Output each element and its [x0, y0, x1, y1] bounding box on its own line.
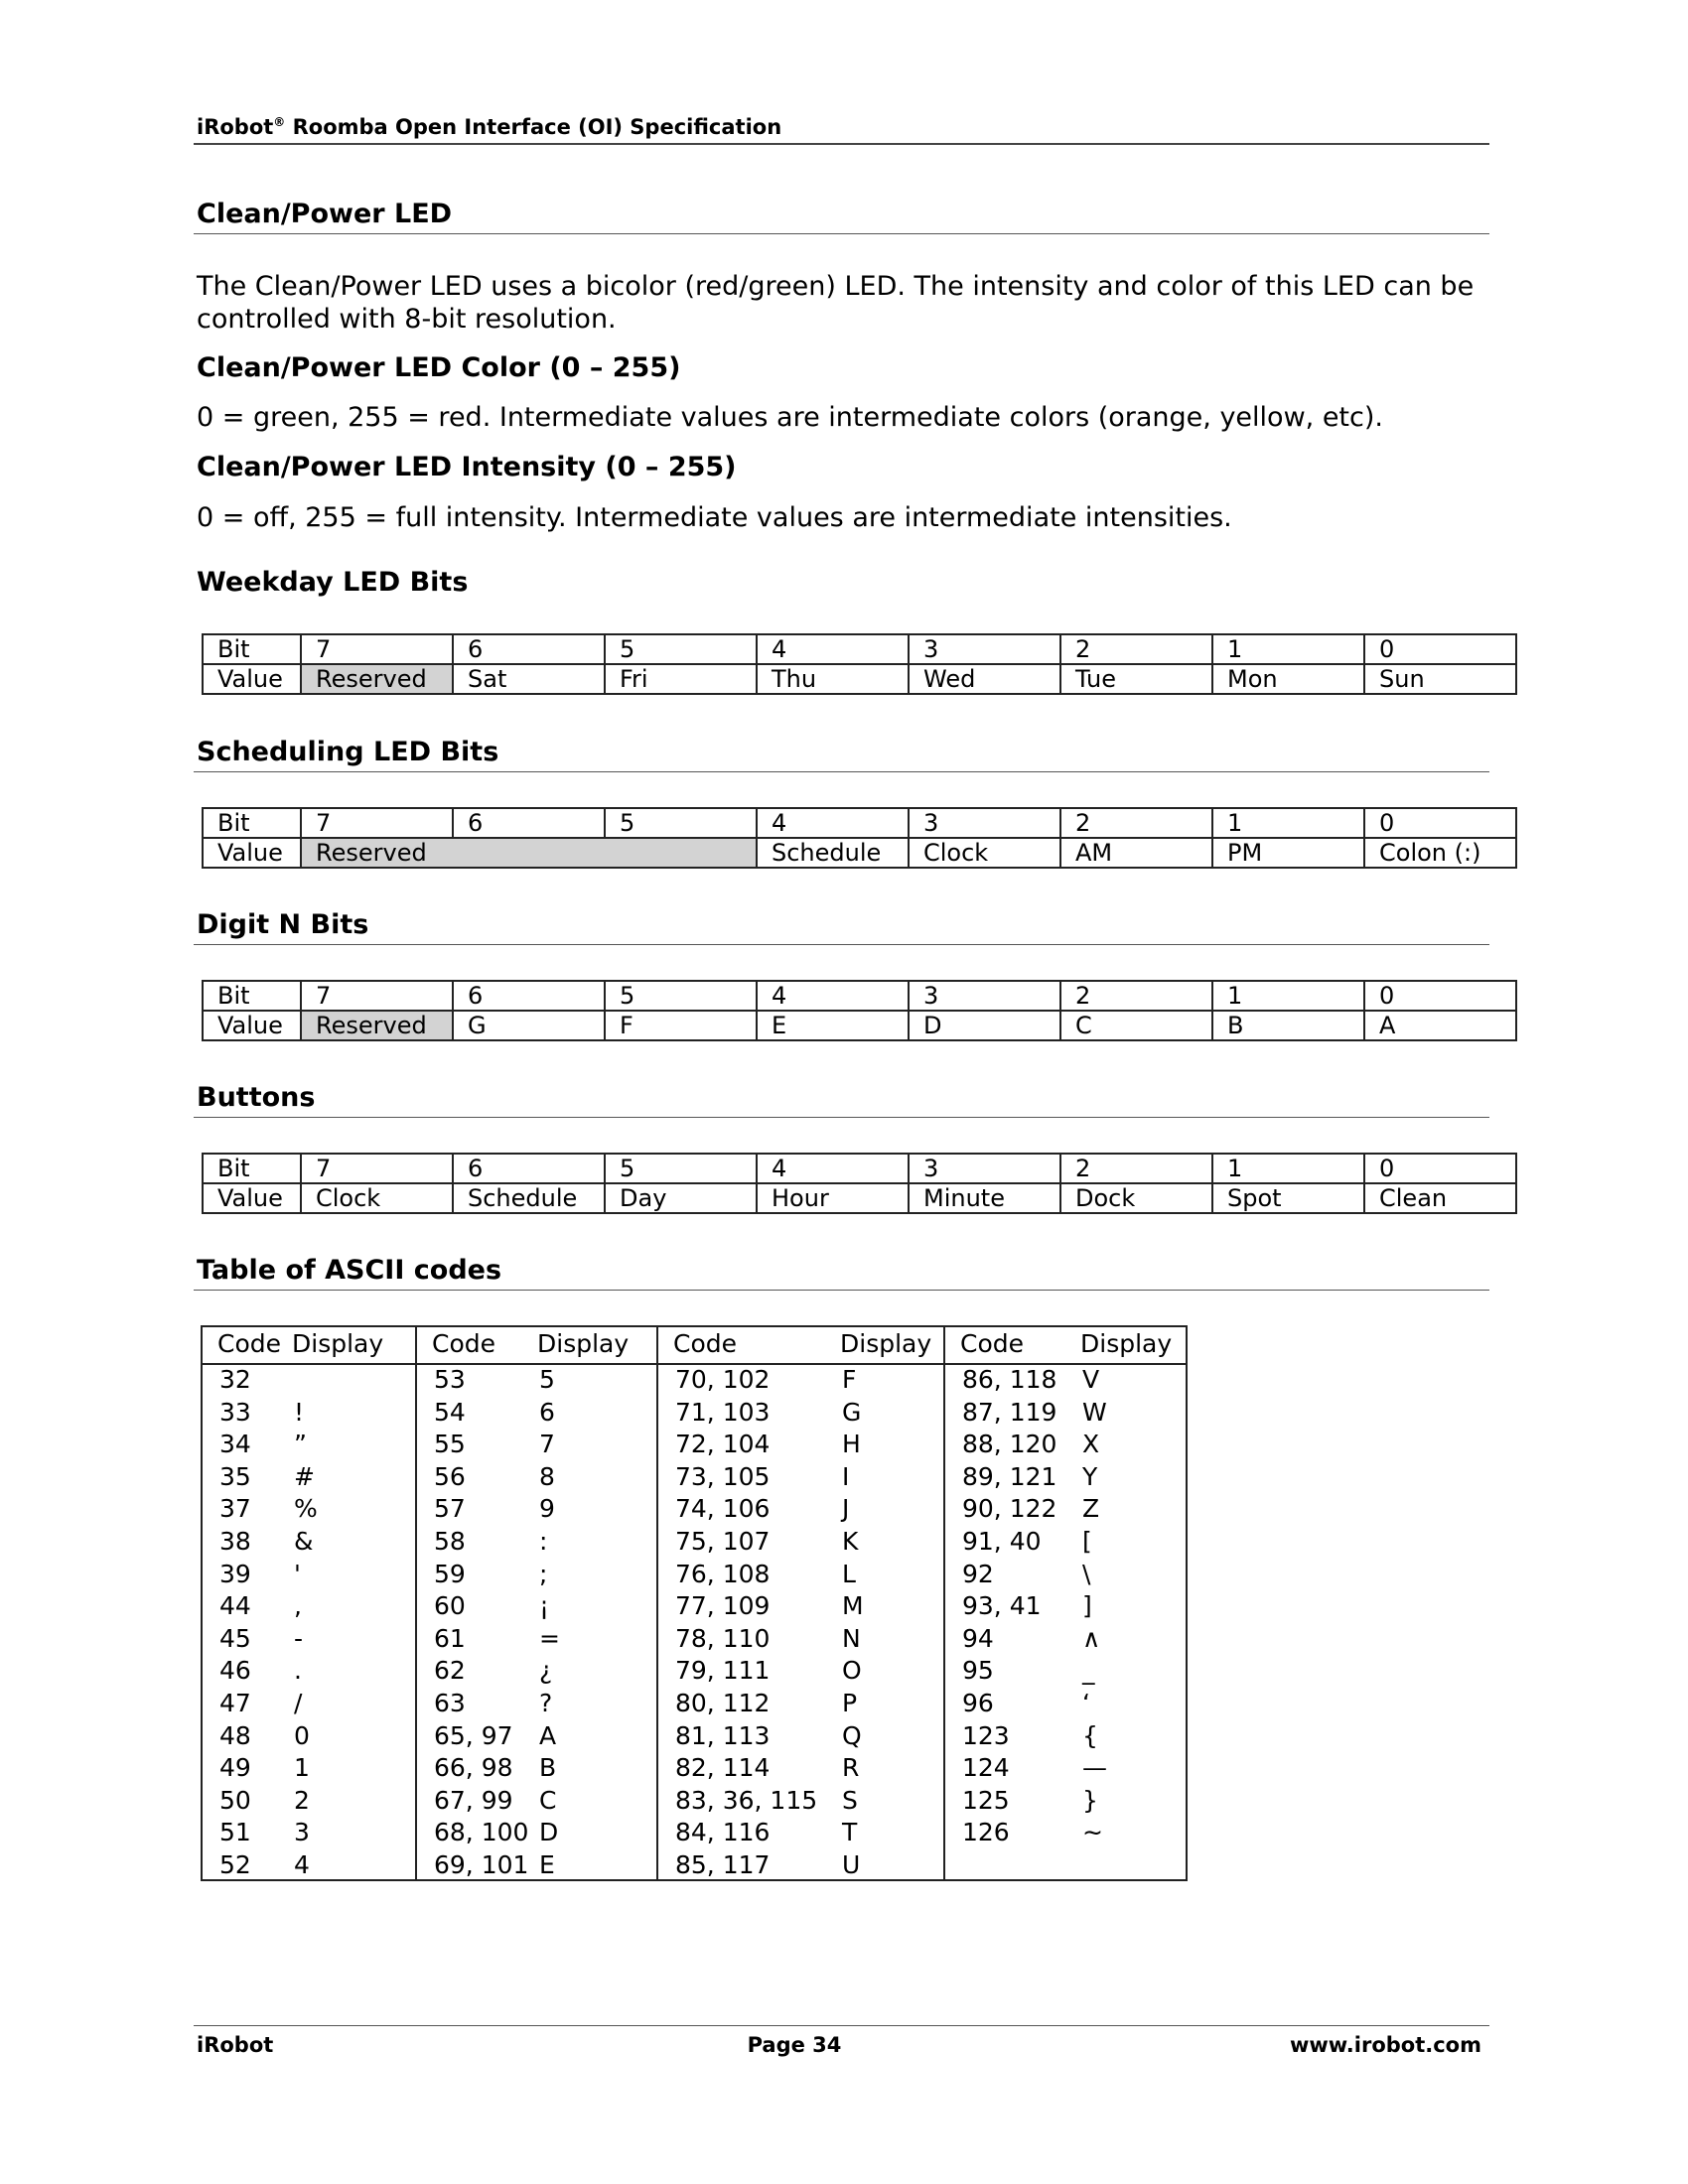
bit-cell: 2	[1060, 981, 1212, 1011]
ascii-display-cell: :	[539, 1527, 548, 1556]
ascii-code-cell: 35	[219, 1461, 251, 1491]
ascii-code-cell: 91, 40	[962, 1527, 1042, 1556]
ascii-code-cell: 95	[962, 1656, 994, 1686]
footer-left: iRobot	[197, 2033, 274, 2057]
ascii-display-cell: /	[294, 1689, 303, 1717]
value-cell: Day	[605, 1183, 757, 1213]
value-cell: Minute	[909, 1183, 1060, 1213]
ascii-code-cell: 53	[434, 1365, 466, 1394]
ascii-code-cell: 92	[962, 1559, 994, 1588]
bit-cell: 1	[1212, 981, 1364, 1011]
ascii-code-cell: 39	[219, 1559, 251, 1588]
ascii-display-cell: ¿	[539, 1656, 553, 1686]
value-label: Value	[203, 1183, 301, 1213]
bit-cell: 2	[1060, 808, 1212, 838]
buttons-title: Buttons	[197, 1082, 316, 1113]
bit-cell: 5	[605, 1154, 757, 1183]
ascii-display-cell: 7	[539, 1430, 555, 1459]
ascii-column-separator	[415, 1327, 417, 1879]
ascii-code-cell: 58	[434, 1527, 466, 1556]
value-cell: Thu	[757, 664, 909, 694]
ascii-display-cell: T	[842, 1818, 858, 1847]
scheduling-table	[202, 807, 1517, 869]
ascii-display-cell: %	[294, 1494, 318, 1524]
ascii-code-cell: 75, 107	[675, 1527, 771, 1556]
bit-label: Bit	[203, 981, 301, 1011]
ascii-title: Table of ASCII codes	[197, 1255, 502, 1286]
bit-cell: 7	[301, 981, 453, 1011]
ascii-code-cell: 66, 98	[434, 1753, 513, 1783]
ascii-code-cell: 49	[219, 1753, 251, 1783]
bit-cell: 4	[757, 1154, 909, 1183]
value-cell: Sat	[453, 664, 605, 694]
bit-cell: 7	[301, 634, 453, 664]
ascii-code-cell: 71, 103	[675, 1397, 771, 1427]
value-label: Value	[203, 1011, 301, 1040]
ascii-code-cell: 69, 101	[434, 1850, 529, 1879]
ascii-display-cell: J	[842, 1494, 850, 1524]
value-cell: Sun	[1364, 664, 1516, 694]
bit-cell: 6	[453, 808, 605, 838]
bit-cell: 6	[453, 981, 605, 1011]
ascii-code-cell: 47	[219, 1689, 251, 1717]
ascii-code-cell: 32	[219, 1365, 251, 1394]
ascii-code-header: Code	[432, 1329, 496, 1358]
bit-cell: 7	[301, 808, 453, 838]
value-cell: Clean	[1364, 1183, 1516, 1213]
ascii-display-cell: W	[1082, 1397, 1107, 1427]
ascii-rule	[194, 1290, 1489, 1291]
value-label: Value	[203, 664, 301, 694]
ascii-display-cell: M	[842, 1591, 864, 1621]
ascii-display-cell: 9	[539, 1494, 555, 1524]
ascii-display-cell: ”	[294, 1430, 307, 1459]
table-row	[203, 981, 1516, 1011]
color-text: 0 = green, 255 = red. Intermediate values are intermediate colors (orange, yellow, etc).	[197, 402, 1383, 433]
bit-cell: 0	[1364, 634, 1516, 664]
ascii-code-cell: 74, 106	[675, 1494, 771, 1524]
ascii-display-cell: '	[294, 1559, 301, 1588]
ascii-display-cell: Y	[1082, 1461, 1098, 1491]
ascii-code-cell: 87, 119	[962, 1397, 1057, 1427]
ascii-display-cell: 0	[294, 1720, 310, 1750]
ascii-display-cell: H	[842, 1430, 861, 1459]
ascii-display-cell: #	[294, 1461, 315, 1491]
ascii-display-cell: ?	[539, 1689, 553, 1717]
clean-power-title: Clean/Power LED	[197, 199, 453, 229]
scheduling-title: Scheduling LED Bits	[197, 737, 499, 767]
ascii-code-cell: 84, 116	[675, 1818, 771, 1847]
ascii-code-cell: 86, 118	[962, 1365, 1057, 1394]
ascii-display-cell: 1	[294, 1753, 310, 1783]
ascii-display-header: Display	[840, 1329, 932, 1358]
value-cell: Schedule	[757, 838, 909, 868]
bit-cell: 1	[1212, 1154, 1364, 1183]
ascii-column-separator	[943, 1327, 945, 1879]
value-cell: A	[1364, 1011, 1516, 1040]
value-cell: Schedule	[453, 1183, 605, 1213]
ascii-code-cell: 81, 113	[675, 1720, 771, 1750]
ascii-display-cell: 3	[294, 1818, 310, 1847]
ascii-code-cell: 38	[219, 1527, 251, 1556]
bit-cell: 5	[605, 808, 757, 838]
ascii-display-cell: D	[539, 1818, 559, 1847]
scheduling-rule	[194, 771, 1489, 772]
page-header-title	[197, 115, 781, 139]
ascii-code-cell: 80, 112	[675, 1689, 771, 1717]
bit-cell: 3	[909, 634, 1060, 664]
ascii-display-cell: ∧	[1082, 1623, 1101, 1653]
ascii-code-header: Code	[960, 1329, 1025, 1358]
value-cell-reserved: Reserved	[301, 664, 453, 694]
ascii-code-cell: 72, 104	[675, 1430, 771, 1459]
ascii-code-cell: 54	[434, 1397, 466, 1427]
value-cell: C	[1060, 1011, 1212, 1040]
clean-power-rule	[194, 233, 1489, 234]
bit-cell: 5	[605, 634, 757, 664]
bit-cell: 3	[909, 981, 1060, 1011]
ascii-code-cell: 82, 114	[675, 1753, 771, 1783]
ascii-code-cell: 96	[962, 1689, 994, 1717]
ascii-code-cell: 93, 41	[962, 1591, 1042, 1621]
table-row	[203, 1011, 1516, 1040]
intensity-text: 0 = off, 255 = full intensity. Intermediate values are intermediate intensities.	[197, 502, 1232, 533]
ascii-column-separator	[656, 1327, 658, 1879]
ascii-display-cell: C	[539, 1785, 557, 1815]
bit-cell: 4	[757, 634, 909, 664]
value-cell: D	[909, 1011, 1060, 1040]
ascii-code-cell: 59	[434, 1559, 466, 1588]
value-cell-reserved: Reserved	[301, 1011, 453, 1040]
bit-cell: 2	[1060, 634, 1212, 664]
ascii-code-cell: 51	[219, 1818, 251, 1847]
bit-label: Bit	[203, 808, 301, 838]
ascii-display-cell: E	[539, 1850, 555, 1879]
ascii-code-cell: 37	[219, 1494, 251, 1524]
bit-cell: 1	[1212, 808, 1364, 838]
buttons-table	[202, 1153, 1517, 1214]
table-row	[203, 808, 1516, 838]
clean-power-intro: The Clean/Power LED uses a bicolor (red/green) LED. The intensity and color of this LED can be controlled with 8-bit resolution.	[197, 271, 1475, 335]
ascii-code-cell: 89, 121	[962, 1461, 1057, 1491]
table-row	[203, 838, 1516, 868]
bit-label: Bit	[203, 634, 301, 664]
ascii-code-cell: 44	[219, 1591, 251, 1621]
value-cell: Hour	[757, 1183, 909, 1213]
ascii-code-cell: 50	[219, 1785, 251, 1815]
bit-cell: 0	[1364, 981, 1516, 1011]
value-cell: Tue	[1060, 664, 1212, 694]
ascii-code-cell: 124	[962, 1753, 1010, 1783]
digit-title: Digit N Bits	[197, 909, 369, 940]
ascii-display-cell: F	[842, 1365, 857, 1394]
bit-cell: 3	[909, 1154, 1060, 1183]
ascii-display-cell: ,	[294, 1591, 302, 1621]
value-cell: AM	[1060, 838, 1212, 868]
ascii-code-cell: 34	[219, 1430, 251, 1459]
ascii-display-cell: N	[842, 1623, 861, 1653]
ascii-code-cell: 46	[219, 1656, 251, 1686]
footer-rule	[194, 2025, 1489, 2026]
ascii-display-cell: I	[842, 1461, 850, 1491]
ascii-code-cell: 83, 36, 115	[675, 1785, 818, 1815]
ascii-code-cell: 90, 122	[962, 1494, 1057, 1524]
ascii-code-cell: 60	[434, 1591, 466, 1621]
ascii-code-cell: 57	[434, 1494, 466, 1524]
ascii-code-cell: 126	[962, 1818, 1010, 1847]
header-doc-title: Roomba Open Interface (OI) Specification	[292, 115, 782, 139]
ascii-code-cell: 65, 97	[434, 1720, 513, 1750]
footer-page-number: Page 34	[747, 2033, 842, 2057]
ascii-display-cell: Z	[1082, 1494, 1100, 1524]
ascii-code-cell: 88, 120	[962, 1430, 1057, 1459]
bit-cell: 4	[757, 981, 909, 1011]
digit-rule	[194, 944, 1489, 945]
ascii-display-cell: \	[1082, 1559, 1091, 1588]
ascii-code-cell: 45	[219, 1623, 251, 1653]
header-brand: iRobot	[197, 115, 274, 139]
ascii-display-cell: L	[842, 1559, 856, 1588]
bit-cell: 4	[757, 808, 909, 838]
value-cell-reserved: Reserved	[301, 838, 757, 868]
ascii-display-cell: ;	[539, 1559, 548, 1588]
ascii-code-cell: 76, 108	[675, 1559, 771, 1588]
value-cell: F	[605, 1011, 757, 1040]
ascii-display-cell: 2	[294, 1785, 310, 1815]
bit-cell: 3	[909, 808, 1060, 838]
ascii-display-cell: !	[294, 1397, 305, 1427]
ascii-code-cell: 70, 102	[675, 1365, 771, 1394]
ascii-display-cell: B	[539, 1753, 557, 1783]
ascii-code-cell: 125	[962, 1785, 1010, 1815]
ascii-display-cell: O	[842, 1656, 862, 1686]
ascii-code-header: Code	[217, 1329, 282, 1358]
ascii-display-cell: ¡	[539, 1591, 550, 1621]
ascii-code-cell: 79, 111	[675, 1656, 771, 1686]
digit-table	[202, 980, 1517, 1041]
weekday-title: Weekday LED Bits	[197, 567, 469, 598]
bit-cell: 6	[453, 634, 605, 664]
ascii-code-cell: 94	[962, 1623, 994, 1653]
ascii-display-cell: R	[842, 1753, 860, 1783]
ascii-display-cell: 4	[294, 1850, 310, 1879]
ascii-display-cell: 5	[539, 1365, 555, 1394]
ascii-code-cell: 77, 109	[675, 1591, 771, 1621]
ascii-display-cell: V	[1082, 1365, 1100, 1394]
ascii-code-cell: 85, 117	[675, 1850, 771, 1879]
bit-label: Bit	[203, 1154, 301, 1183]
ascii-display-cell: G	[842, 1397, 862, 1427]
value-cell: Wed	[909, 664, 1060, 694]
value-cell: Clock	[301, 1183, 453, 1213]
table-row	[203, 1154, 1516, 1183]
ascii-table	[201, 1325, 1188, 1881]
ascii-display-header: Display	[292, 1329, 384, 1358]
color-title: Clean/Power LED Color (0 – 255)	[197, 352, 681, 383]
ascii-display-cell: U	[842, 1850, 861, 1879]
intensity-title: Clean/Power LED Intensity (0 – 255)	[197, 452, 737, 482]
ascii-code-cell: 62	[434, 1656, 466, 1686]
ascii-code-cell: 63	[434, 1689, 466, 1717]
value-cell: Fri	[605, 664, 757, 694]
bit-cell: 1	[1212, 634, 1364, 664]
ascii-code-cell: 61	[434, 1623, 466, 1653]
bit-cell: 6	[453, 1154, 605, 1183]
ascii-code-cell: 33	[219, 1397, 251, 1427]
ascii-display-cell: 6	[539, 1397, 555, 1427]
ascii-display-cell: Q	[842, 1720, 862, 1750]
ascii-display-cell: [	[1082, 1527, 1092, 1556]
ascii-code-cell: 52	[219, 1850, 251, 1879]
ascii-display-cell: ]	[1082, 1591, 1092, 1621]
value-cell: Clock	[909, 838, 1060, 868]
ascii-code-cell: 56	[434, 1461, 466, 1491]
ascii-display-header: Display	[1080, 1329, 1173, 1358]
value-cell: E	[757, 1011, 909, 1040]
ascii-display-header: Display	[537, 1329, 630, 1358]
bit-cell: 0	[1364, 808, 1516, 838]
ascii-display-cell: P	[842, 1689, 858, 1717]
ascii-display-cell: X	[1082, 1430, 1100, 1459]
ascii-code-header: Code	[673, 1329, 738, 1358]
ascii-display-cell: S	[842, 1785, 858, 1815]
ascii-display-cell: {	[1082, 1720, 1098, 1750]
bit-cell: 0	[1364, 1154, 1516, 1183]
ascii-display-cell: 8	[539, 1461, 555, 1491]
ascii-display-cell: —	[1082, 1753, 1107, 1783]
header-rule	[194, 143, 1489, 145]
ascii-code-cell: 123	[962, 1720, 1010, 1750]
bit-cell: 7	[301, 1154, 453, 1183]
ascii-display-cell: A	[539, 1720, 557, 1750]
ascii-display-cell: -	[294, 1623, 304, 1653]
value-cell: B	[1212, 1011, 1364, 1040]
bit-cell: 2	[1060, 1154, 1212, 1183]
table-row	[203, 1183, 1516, 1213]
ascii-display-cell: =	[539, 1623, 560, 1653]
registered-mark: ®	[273, 115, 286, 129]
ascii-code-cell: 67, 99	[434, 1785, 513, 1815]
value-cell: Spot	[1212, 1183, 1364, 1213]
ascii-code-cell: 48	[219, 1720, 251, 1750]
ascii-code-cell: 73, 105	[675, 1461, 771, 1491]
bit-cell: 5	[605, 981, 757, 1011]
buttons-rule	[194, 1117, 1489, 1118]
value-label: Value	[203, 838, 301, 868]
value-cell: PM	[1212, 838, 1364, 868]
ascii-code-cell: 78, 110	[675, 1623, 771, 1653]
ascii-display-cell: K	[842, 1527, 859, 1556]
value-cell: G	[453, 1011, 605, 1040]
weekday-table	[202, 633, 1517, 695]
ascii-code-cell: 68, 100	[434, 1818, 529, 1847]
ascii-display-cell: ‘	[1082, 1689, 1090, 1717]
table-row	[203, 634, 1516, 664]
ascii-display-cell: ∼	[1082, 1818, 1103, 1847]
ascii-display-cell: _	[1082, 1656, 1095, 1686]
ascii-display-cell: }	[1082, 1785, 1098, 1815]
ascii-code-cell: 55	[434, 1430, 466, 1459]
value-cell: Mon	[1212, 664, 1364, 694]
ascii-display-cell: &	[294, 1527, 314, 1556]
value-cell: Colon (:)	[1364, 838, 1516, 868]
ascii-display-cell: .	[294, 1656, 302, 1686]
table-row	[203, 664, 1516, 694]
value-cell: Dock	[1060, 1183, 1212, 1213]
footer-website: www.irobot.com	[1289, 2033, 1481, 2057]
